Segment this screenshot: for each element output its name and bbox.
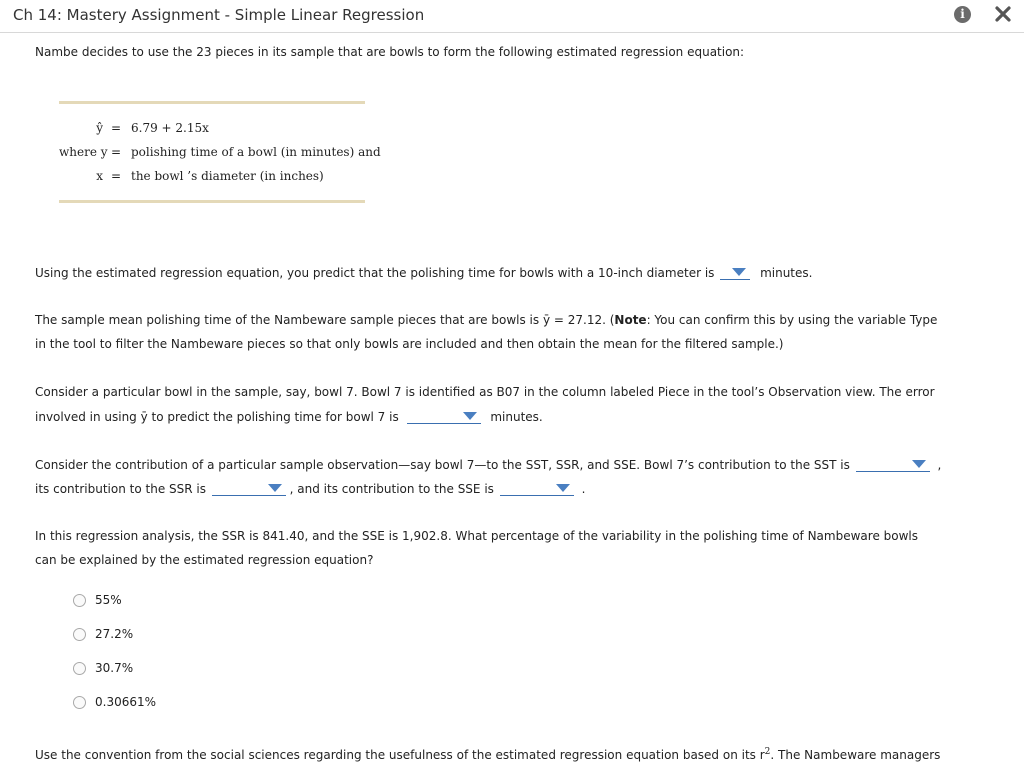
q2-line2: in the tool to filter the Nambeware pieces so that only bowls are included and then obtain the mean for the filtered sample.) (35, 337, 784, 351)
window-title: Ch 14: Mastery Assignment - Simple Linear Regression (13, 6, 425, 24)
intro-text: Nambe decides to use the 23 pieces in its sample that are bowls to form the following estimated regression equation: (35, 45, 745, 59)
radio-button[interactable] (73, 662, 86, 675)
q1-text: Using the estimated regression equation, you predict that the polishing time for bowls with a 10-inch diameter is minutes. (35, 266, 813, 280)
q4-line1: Consider the contribution of a particular sample observation—say bowl 7—to the SST, SSR, and SSE. Bowl 7’s contribution to the SST is , (35, 458, 942, 472)
q5-line2: can be explained by the estimated regression equation? (35, 553, 374, 567)
radio-button[interactable] (73, 594, 86, 607)
q4-line2: its contribution to the SSR is , and its contribution to the SSE is . (35, 482, 586, 496)
info-icon[interactable]: i (954, 6, 971, 23)
sse-contribution-dropdown[interactable] (500, 481, 574, 496)
regression-equation-box: ŷ = 6.79 + 2.15x where y = polishing time of a bowl (in minutes) and x = the bowl ’s diameter (in inches) (59, 101, 365, 205)
option-label: 30.7% (95, 661, 134, 675)
q6-text: Use the convention from the social sciences regarding the usefulness of the estimated regression equation based on its $r^2$. The Nambeware managers (35, 747, 941, 762)
equation-bottom-rule (59, 200, 365, 203)
sst-contribution-dropdown[interactable] (856, 457, 930, 472)
predicted-time-dropdown[interactable] (720, 265, 750, 280)
radio-button[interactable] (73, 628, 86, 641)
ssr-contribution-dropdown[interactable] (212, 481, 286, 496)
q3-line1: Consider a particular bowl in the sample, say, bowl 7. Bowl 7 is identified as B07 in the column labeled Piece in the tool’s Observation view. The error (35, 385, 935, 399)
q5-line1: In this regression analysis, the SSR is 841.40, and the SSE is 1,902.8. What percentage of the variability in the polishing time of Nambeware bowls (35, 529, 918, 543)
q2-line1: The sample mean polishing time of the Nambeware sample pieces that are bowls is ȳ = 27.12. (Note: You can confirm this by using the variable Type (35, 313, 938, 327)
equation-top-rule (59, 101, 365, 104)
option-label: 27.2% (95, 627, 134, 641)
title-bar (0, 0, 1024, 33)
option-label: 0.30661% (95, 695, 157, 709)
option-label: 55% (95, 593, 122, 607)
error-dropdown[interactable] (407, 409, 481, 424)
q3-line2: involved in using ȳ to predict the polishing time for bowl 7 is minutes. (35, 410, 543, 424)
close-icon[interactable] (993, 3, 1013, 25)
radio-button[interactable] (73, 696, 86, 709)
